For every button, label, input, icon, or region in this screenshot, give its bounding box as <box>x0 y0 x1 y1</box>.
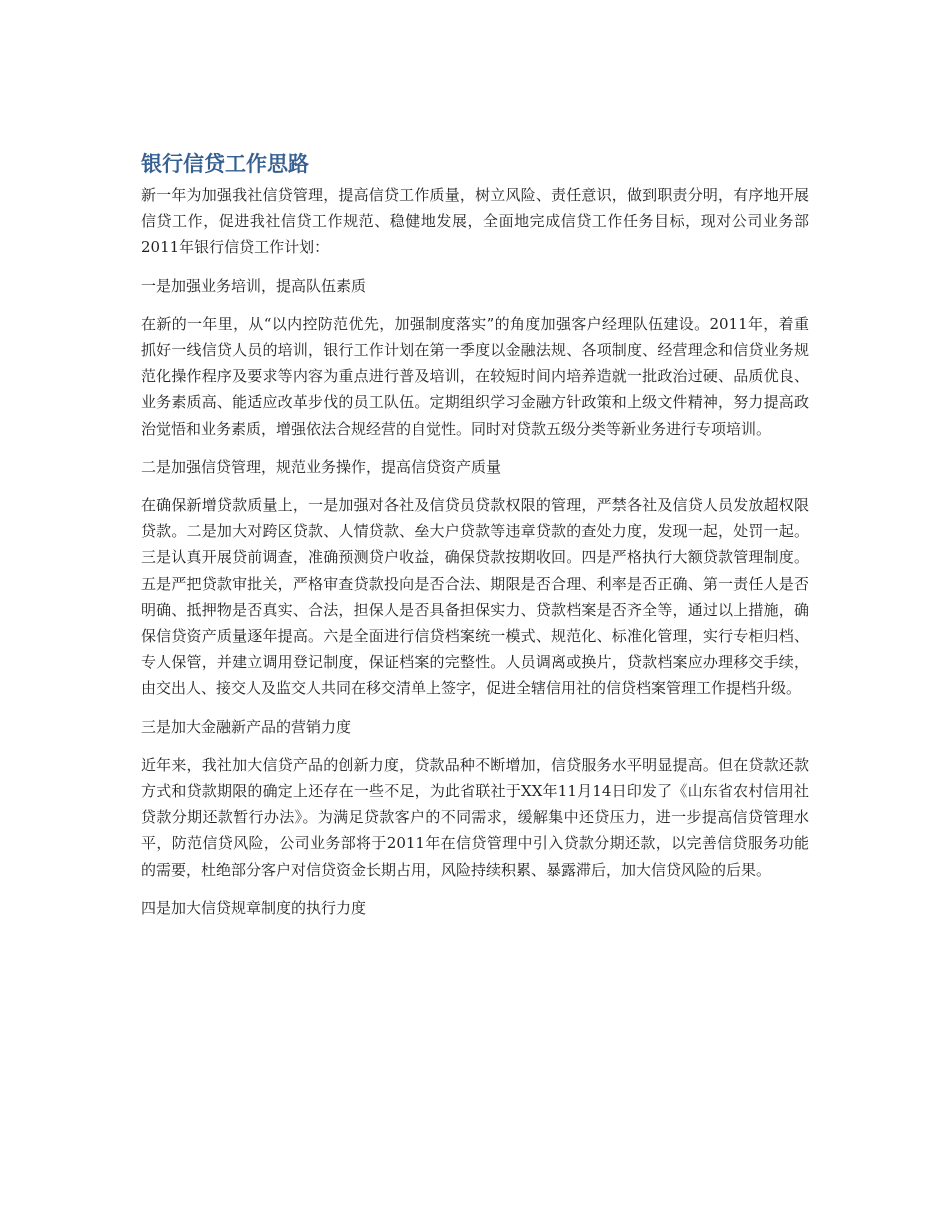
section-1-body: 在新的一年里，从“以内控防范优先，加强制度落实”的角度加强客户经理队伍建设。2011年，着重抓好一线信贷人员的培训，银行工作计划在第一季度以金融法规、各项制度、经营理念和信贷业务规范化操作程序及要求等内容为重点进行普及培训，在较短时间内培养造就一批政治过硬、品质优良、业务素质高、能适应改革步伐的员工队伍。定期组织学习金融方针政策和上级文件精神，努力提高政治觉悟和业务素质，增强依法合规经营的自觉性。同时对贷款五级分类等新业务进行专项培训。 <box>141 314 809 438</box>
section-3-heading: 三是加大金融新产品的营销力度 <box>141 717 352 736</box>
document-title: 银行信贷工作思路 <box>141 152 309 176</box>
section-2-body: 在确保新增贷款质量上，一是加强对各社及信贷员贷款权限的管理，严禁各社及信贷人员发放超权限贷款。二是加大对跨区贷款、人情贷款、垒大户贷款等违章贷款的查处力度，发现一起，处罚一起。三是认真开展贷前调查，准确预测贷户收益，确保贷款按期收回。四是严格执行大额贷款管理制度。五是严把贷款审批关，严格审查贷款投向是否合法、期限是否合理、利率是否正确、第一责任人是否明确、抵押物是否真实、合法，担保人是否具备担保实力、贷款档案是否齐全等，通过以上措施，确保信贷资产质量逐年提高。六是全面进行信贷档案统一模式、规范化、标准化管理，实行专柜归档、专人保管，并建立调用登记制度，保证档案的完整性。人员调离或换片，贷款档案应办理移交手续，由交出人、接交人及监交人共同在移交清单上签字，促进全辖信用社的信贷档案管理工作提档升级。 <box>141 496 809 698</box>
section-4-heading: 四是加大信贷规章制度的执行力度 <box>141 898 367 917</box>
section-1-heading: 一是加强业务培训，提高队伍素质 <box>141 276 367 295</box>
section-3-body: 近年来，我社加大信贷产品的创新力度，贷款品种不断增加，信贷服务水平明显提高。但在贷款还款方式和贷款期限的确定上还存在一些不足，为此省联社于XX年11月14日印发了《山东省农村信用社贷款分期还款暂行办法》。为满足贷款客户的不同需求，缓解集中还贷压力，进一步提高信贷管理水平，防范信贷风险，公司业务部将于2011年在信贷管理中引入贷款分期还款，以完善信贷服务功能的需要，杜绝部分客户对信贷资金长期占用，风险持续积累、暴露滞后，加大信贷风险的后果。 <box>141 755 809 879</box>
document-page <box>141 150 809 933</box>
section-2-heading: 二是加强信贷管理，规范业务操作，提高信贷资产质量 <box>141 457 502 476</box>
intro-paragraph: 新一年为加强我社信贷管理，提高信贷工作质量，树立风险、责任意识，做到职责分明，有序地开展信贷工作，促进我社信贷工作规范、稳健地发展，全面地完成信贷工作任务目标，现对公司业务部2011年银行信贷工作计划： <box>141 186 809 257</box>
